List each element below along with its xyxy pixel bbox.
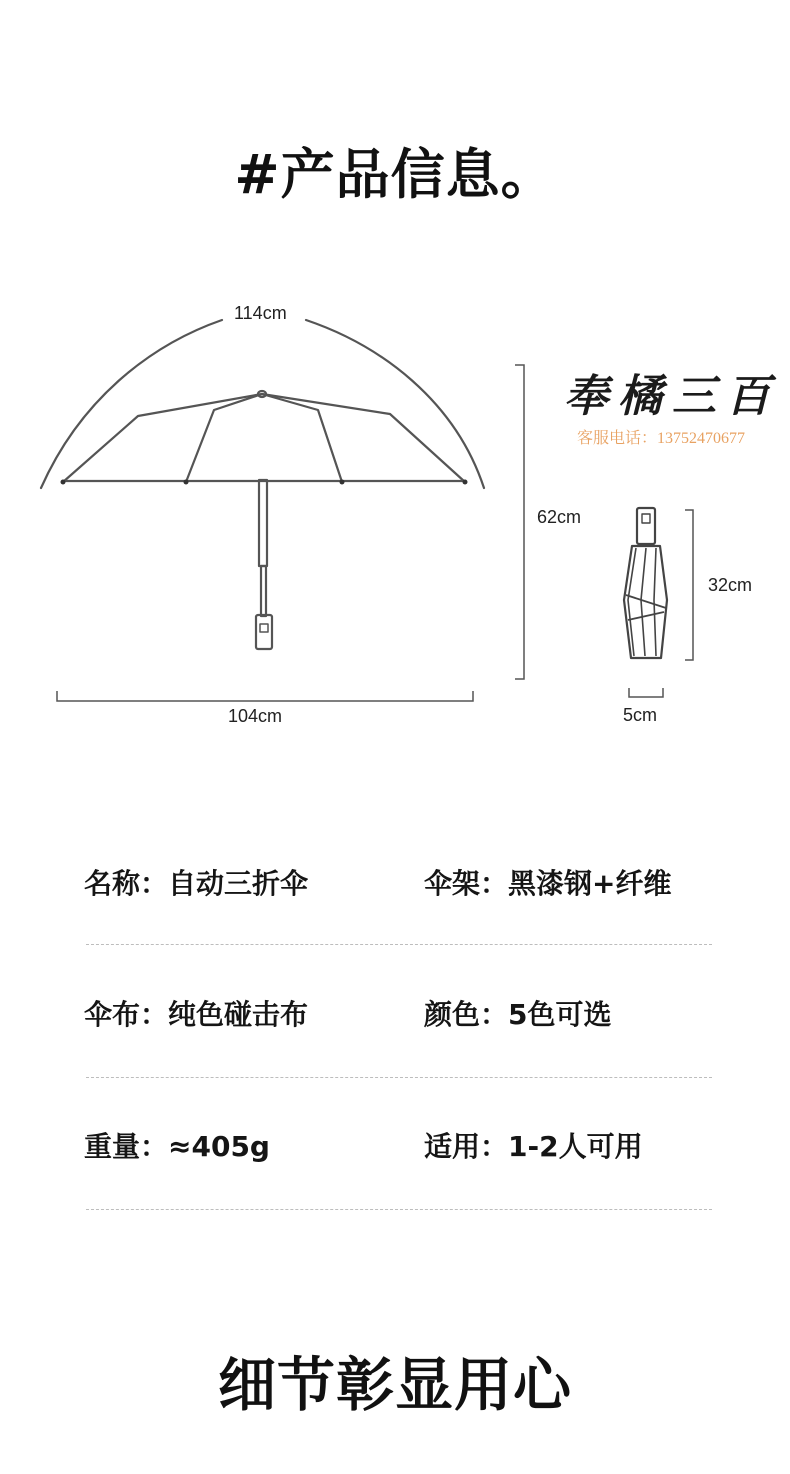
spec-label: 名称： — [84, 867, 169, 900]
spec-value: 自动三折伞 — [168, 867, 309, 900]
spec-fabric — [84, 993, 308, 1033]
span-width-label: 104cm — [228, 706, 283, 726]
spec-value: 5色可选 — [508, 998, 612, 1031]
width-dimension-line — [57, 691, 473, 701]
umbrella-canopy — [63, 394, 465, 482]
folded-width-label: 5cm — [623, 705, 658, 725]
spec-label: 伞布： — [84, 998, 169, 1031]
spec-label: 伞架： — [424, 867, 509, 900]
open-height-dimension-line — [515, 365, 524, 679]
spec-value: ≈405g — [168, 1130, 270, 1163]
page-title: #产品信息。 — [234, 143, 556, 206]
spec-label: 适用： — [424, 1130, 509, 1163]
divider — [86, 1077, 712, 1078]
section-title: 细节彰显用心 — [217, 1351, 572, 1419]
arc-length-label: 114cm — [234, 303, 287, 323]
spec-weight — [84, 1125, 270, 1165]
spec-label: 重量： — [84, 1130, 169, 1163]
umbrella-shaft — [259, 480, 267, 566]
spec-usage — [424, 1125, 643, 1165]
folded-height-dimension-line — [685, 510, 693, 660]
spec-frame — [424, 862, 671, 902]
spec-label: 颜色： — [424, 998, 509, 1031]
open-height-label: 62cm — [537, 507, 582, 527]
brand-logo-text: 奉橘三百 — [564, 371, 780, 422]
spec-value: 黑漆钢+纤维 — [508, 867, 672, 900]
spec-color — [424, 993, 612, 1033]
folded-height-label: 32cm — [708, 575, 753, 595]
divider — [86, 1209, 712, 1210]
spec-value: 1-2人可用 — [508, 1130, 643, 1163]
folded-width-dimension-line — [629, 688, 663, 697]
spec-value: 纯色碰击布 — [168, 998, 309, 1031]
divider — [86, 944, 712, 945]
spec-name — [84, 862, 308, 902]
folded-umbrella — [624, 508, 667, 658]
brand-phone: 客服电话：13752470677 — [577, 430, 746, 447]
umbrella-arc-line — [41, 320, 222, 488]
